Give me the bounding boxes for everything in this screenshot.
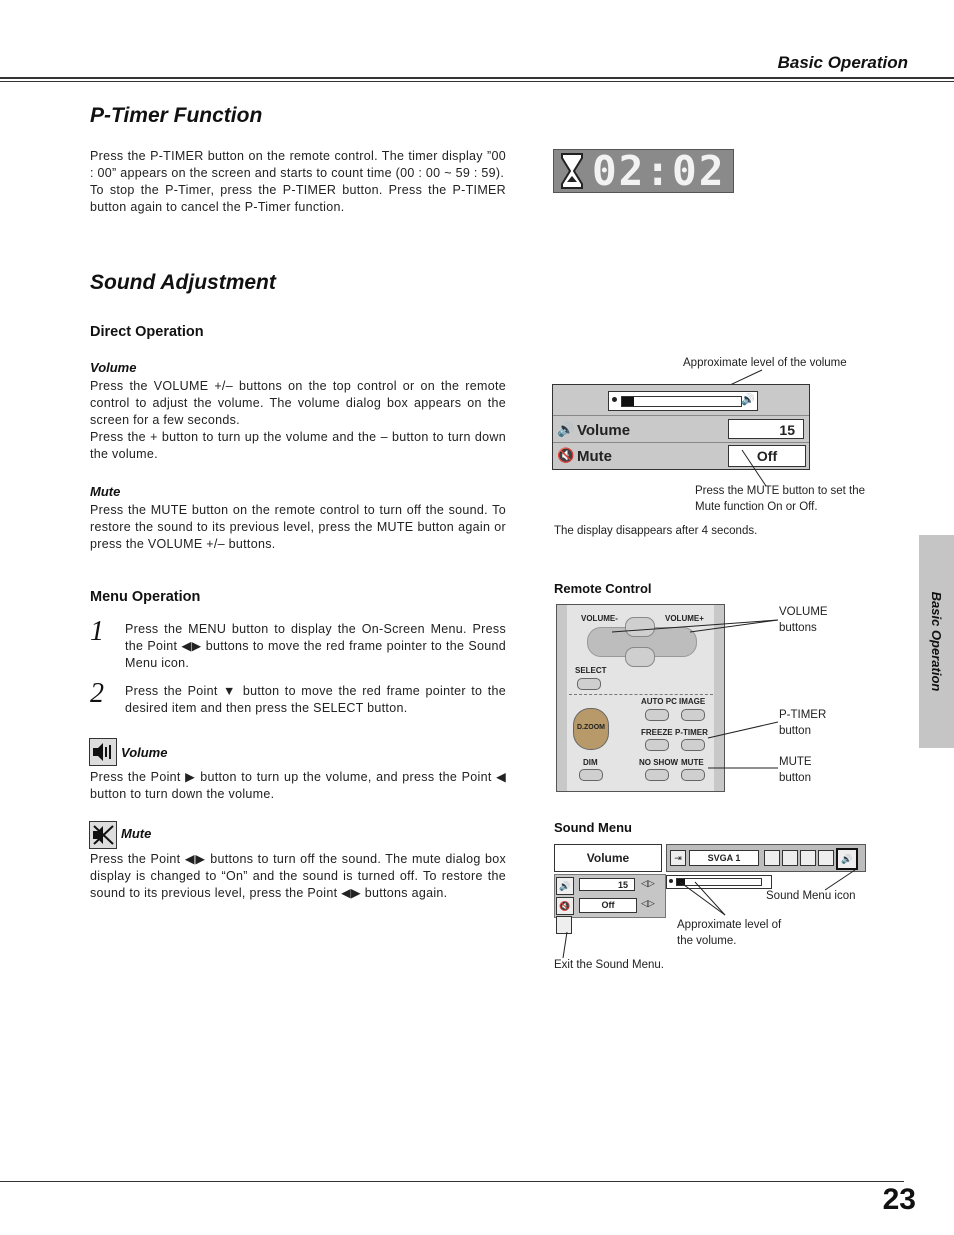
input-icon[interactable]: ⇥ [670, 850, 686, 866]
sound-menu-mode: SVGA 1 [689, 850, 759, 866]
callout-sound-menu-level: Approximate level of the volume. [677, 919, 782, 947]
direct-volume-para-1: Press the VOLUME +/– buttons on the top control or on the remote control to adjust the volume. The volume dialog box appears on the screen for a few seconds. [90, 379, 506, 427]
remote-label-autopc: AUTO PC [641, 697, 677, 706]
direct-volume-para-2: Press the + button to turn up the volume and the – button to turn down the volume. [90, 430, 506, 461]
ptimer-display [553, 149, 734, 193]
callout-mute-button: MUTE button [779, 756, 812, 784]
remote-label-noshow: NO SHOW [639, 758, 679, 767]
side-section-tab [919, 535, 954, 748]
header-section-title: Basic Operation [777, 53, 908, 72]
hourglass-icon [558, 150, 588, 192]
remote-label-volume-minus: VOLUME- [581, 614, 618, 623]
volume-dialog [552, 384, 810, 470]
sound-menu-volume-value: 15 [579, 878, 635, 891]
header-rule [0, 77, 954, 79]
footer-rule [0, 1181, 904, 1182]
direct-mute-title: Mute [90, 484, 121, 499]
step-1-number: 1 [90, 616, 104, 647]
remote-label-volume-plus: VOLUME+ [665, 614, 704, 623]
direct-mute-text: Press the MUTE button on the remote control to turn off the sound. To restore the sound to its previous level, press the MUTE button again or press the VOLUME +/– buttons. [90, 503, 506, 551]
sound-menu-mute-arrows[interactable]: ◁▷ [641, 898, 655, 908]
menu-mute-text: Press the Point ◀▶ buttons to turn off the sound. The mute dialog box display is changed to “On” and the sound is turned off. To restore the sound to its previous level, press the Point ◀▶ buttons again. [90, 852, 506, 900]
dialog-volume-label: Volume [577, 422, 631, 439]
remote-label-mute: MUTE [681, 758, 704, 767]
volume-level-fill [622, 397, 634, 406]
callout-exit-sound-menu: Exit the Sound Menu. [554, 959, 664, 971]
sound-menu-mute-value: Off [579, 898, 637, 913]
sound-menu-mute-icon[interactable]: 🔇 [556, 897, 574, 915]
callout-ptimer-button: P-TIMER button [779, 709, 827, 737]
speaker-small-icon: 🔊 [741, 394, 755, 406]
ptimer-para-2: To stop the P-Timer, press the P-TIMER button. Press the P-TIMER button again to cancel the P-Timer function. [90, 183, 506, 214]
menu-operation-heading: Menu Operation [90, 589, 201, 605]
menu-mute-title: Mute [121, 826, 152, 841]
callout-volume-level: Approximate level of the volume [683, 357, 847, 369]
page-number: 23 [882, 1183, 916, 1216]
ptimer-title: P-Timer Function [90, 104, 263, 127]
remote-control-heading: Remote Control [554, 581, 652, 596]
sound-menu-title: Volume [554, 844, 662, 872]
mute-icon: 🔇 [557, 447, 575, 463]
remote-label-select: SELECT [575, 666, 607, 675]
callout-sound-menu-icon: Sound Menu icon [766, 890, 856, 902]
menu-volume-text: Press the Point ▶ button to turn up the volume, and press the Point ◀ button to turn down the volume. [90, 770, 506, 801]
volume-menu-icon [89, 738, 117, 766]
menu-volume-title: Volume [121, 745, 168, 760]
dialog-mute-label: Mute [577, 448, 612, 465]
volume-level-meter [608, 391, 758, 411]
callout-volume-buttons: VOLUME buttons [779, 606, 828, 634]
sound-title: Sound Adjustment [90, 271, 276, 294]
sound-menu-volume-icon[interactable]: 🔊 [556, 877, 574, 895]
step-1-text: Press the MENU button to display the On-Screen Menu. Press the Point ◀▶ buttons to move the red frame pointer to the Sound Menu icon. [125, 622, 506, 670]
direct-volume-title: Volume [90, 360, 137, 375]
sound-menu-icon[interactable]: 🔊 [836, 848, 858, 870]
callout-line-mute [740, 448, 770, 488]
remote-label-dzoom: D.ZOOM [577, 724, 605, 731]
display-disappears-note: The display disappears after 4 seconds. [554, 525, 758, 537]
direct-volume-text [90, 378, 506, 463]
header-rule-thin [0, 81, 954, 82]
side-tab-label: Basic Operation [929, 591, 944, 692]
step-2-number: 2 [90, 678, 104, 709]
step-2-text: Press the Point ▼ button to move the red frame pointer to the desired item and then press the SELECT button. [125, 684, 506, 715]
dialog-volume-value: 15 [728, 419, 804, 439]
dialog-mute-value: Off [728, 445, 806, 467]
remote-label-dim: DIM [583, 758, 598, 767]
sound-menu-volume-arrows[interactable]: ◁▷ [641, 878, 655, 888]
mute-menu-icon [89, 821, 117, 849]
ptimer-time: 02:02 [592, 147, 726, 195]
remote-label-ptimer: P-TIMER [675, 728, 708, 737]
remote-label-freeze: FREEZE [641, 728, 673, 737]
volume-icon: 🔊 [557, 421, 575, 437]
sound-menu-heading: Sound Menu [554, 820, 632, 835]
remote-callout-lines [590, 610, 785, 780]
ptimer-para-1: Press the P-TIMER button on the remote control. The timer display ”00 : 00” appears on the screen and starts to count time (00 : 00 ~ 59 : 59). [90, 149, 506, 180]
ptimer-description [90, 148, 506, 216]
callout-mute-function: Press the MUTE button to set the Mute function On or Off. [695, 485, 866, 513]
remote-label-image: IMAGE [679, 697, 706, 706]
direct-operation-heading: Direct Operation [90, 324, 204, 340]
